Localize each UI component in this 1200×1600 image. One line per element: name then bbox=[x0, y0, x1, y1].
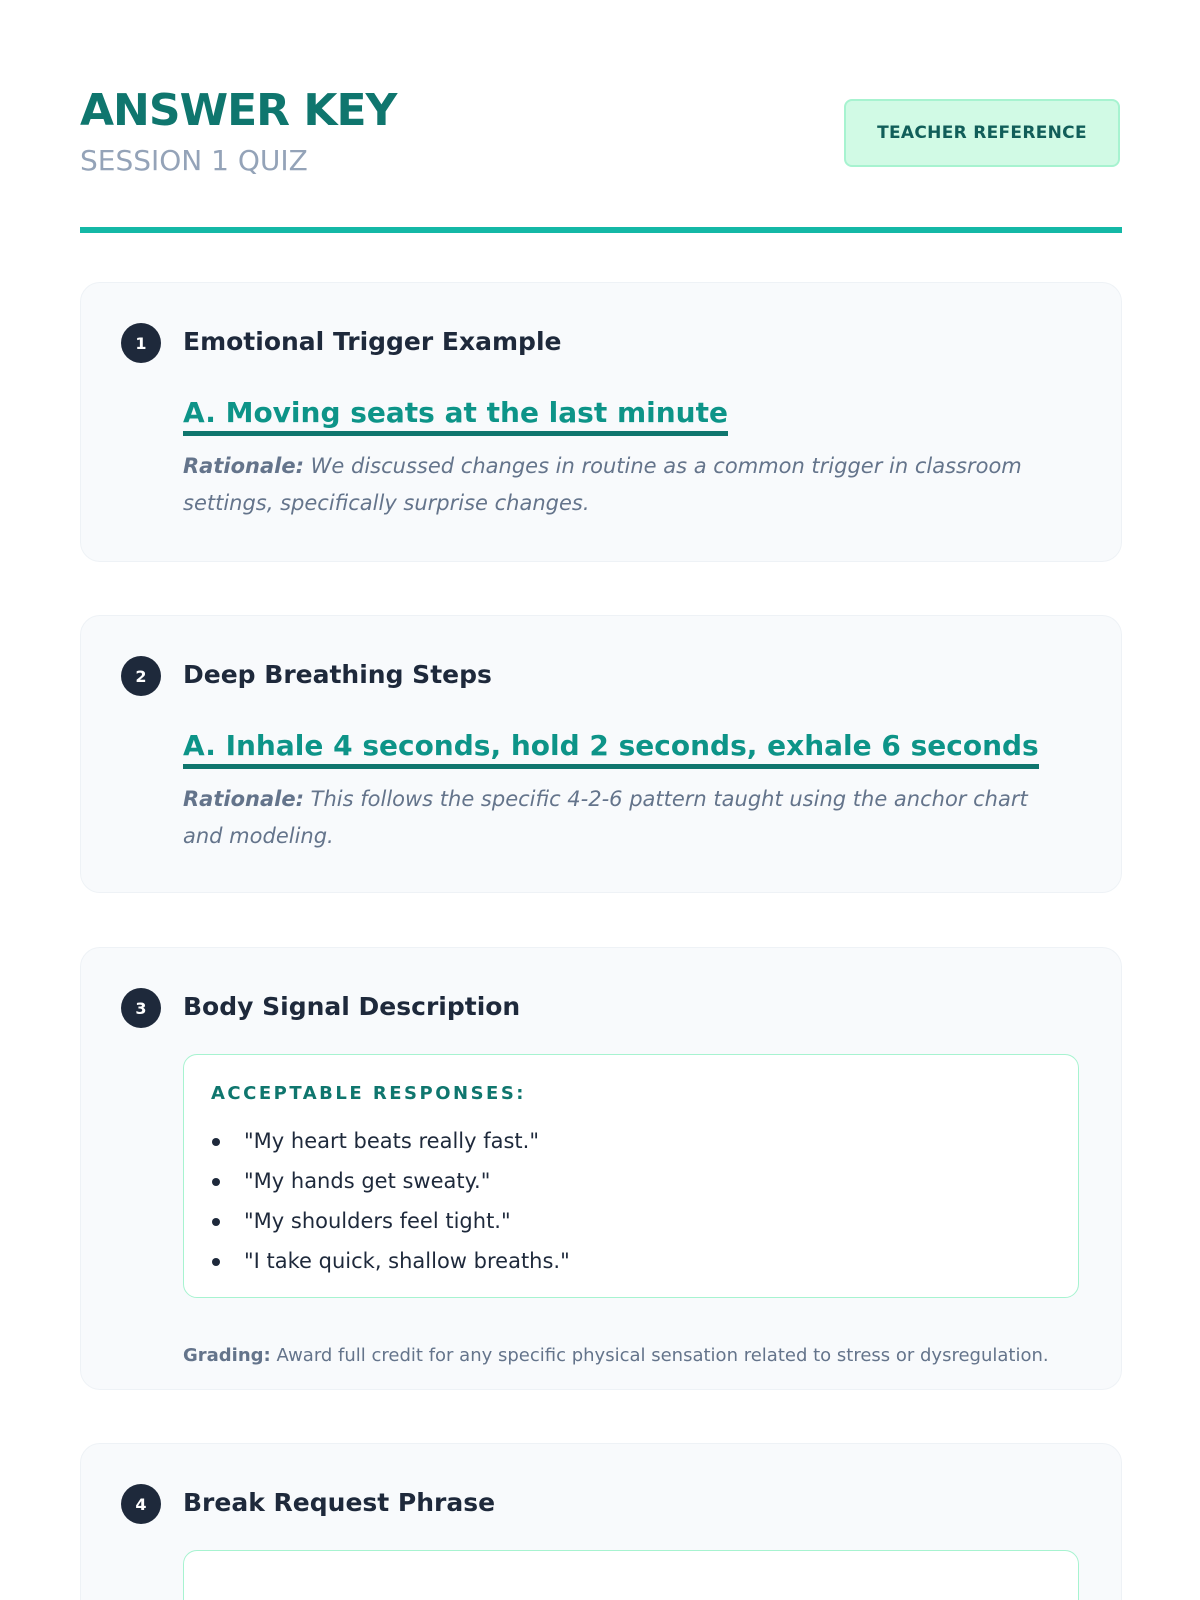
correct-answer: A. Inhale 4 seconds, hold 2 seconds, exhale 6 seconds bbox=[183, 728, 1039, 769]
acceptable-responses-label: ACCEPTABLE RESPONSES: bbox=[211, 1083, 527, 1104]
question-card-1 bbox=[80, 282, 1122, 562]
list-item: "My shoulders feel tight." bbox=[211, 1201, 570, 1241]
grading-note bbox=[183, 1343, 1049, 1369]
acceptable-responses-list bbox=[211, 1121, 570, 1281]
rationale bbox=[183, 448, 1073, 522]
question-number-badge: 2 bbox=[121, 656, 161, 696]
question-title: Body Signal Description bbox=[183, 992, 521, 1021]
rationale-text: We discussed changes in routine as a common trigger in classroom settings, specifically surprise changes. bbox=[183, 454, 1022, 515]
header-divider bbox=[80, 227, 1122, 233]
rationale bbox=[183, 781, 1063, 855]
page-subtitle: SESSION 1 QUIZ bbox=[80, 144, 308, 177]
page-header bbox=[80, 84, 1120, 194]
list-item: "My heart beats really fast." bbox=[211, 1121, 570, 1161]
acceptable-responses-box bbox=[183, 1550, 1079, 1600]
question-card-3 bbox=[80, 947, 1122, 1390]
question-number-badge: 4 bbox=[121, 1484, 161, 1524]
question-number-badge: 1 bbox=[121, 323, 161, 363]
acceptable-responses-box bbox=[183, 1054, 1079, 1298]
question-title: Deep Breathing Steps bbox=[183, 660, 492, 689]
question-number-badge: 3 bbox=[121, 988, 161, 1028]
list-item: "My hands get sweaty." bbox=[211, 1161, 570, 1201]
question-title: Emotional Trigger Example bbox=[183, 327, 562, 356]
list-item: "I take quick, shallow breaths." bbox=[211, 1241, 570, 1281]
correct-answer: A. Moving seats at the last minute bbox=[183, 395, 728, 436]
question-title: Break Request Phrase bbox=[183, 1488, 496, 1517]
rationale-text: This follows the specific 4-2-6 pattern taught using the anchor chart and modeling. bbox=[183, 787, 1028, 848]
grading-text: Award full credit for any specific physical sensation related to stress or dysregulation. bbox=[276, 1345, 1049, 1366]
question-card-4 bbox=[80, 1443, 1122, 1600]
grading-label: Grading: bbox=[183, 1345, 271, 1366]
rationale-label: Rationale: bbox=[183, 787, 304, 811]
question-card-2 bbox=[80, 615, 1122, 893]
page-title: ANSWER KEY bbox=[80, 85, 397, 136]
rationale-label: Rationale: bbox=[183, 454, 304, 478]
teacher-reference-badge: TEACHER REFERENCE bbox=[844, 99, 1120, 167]
